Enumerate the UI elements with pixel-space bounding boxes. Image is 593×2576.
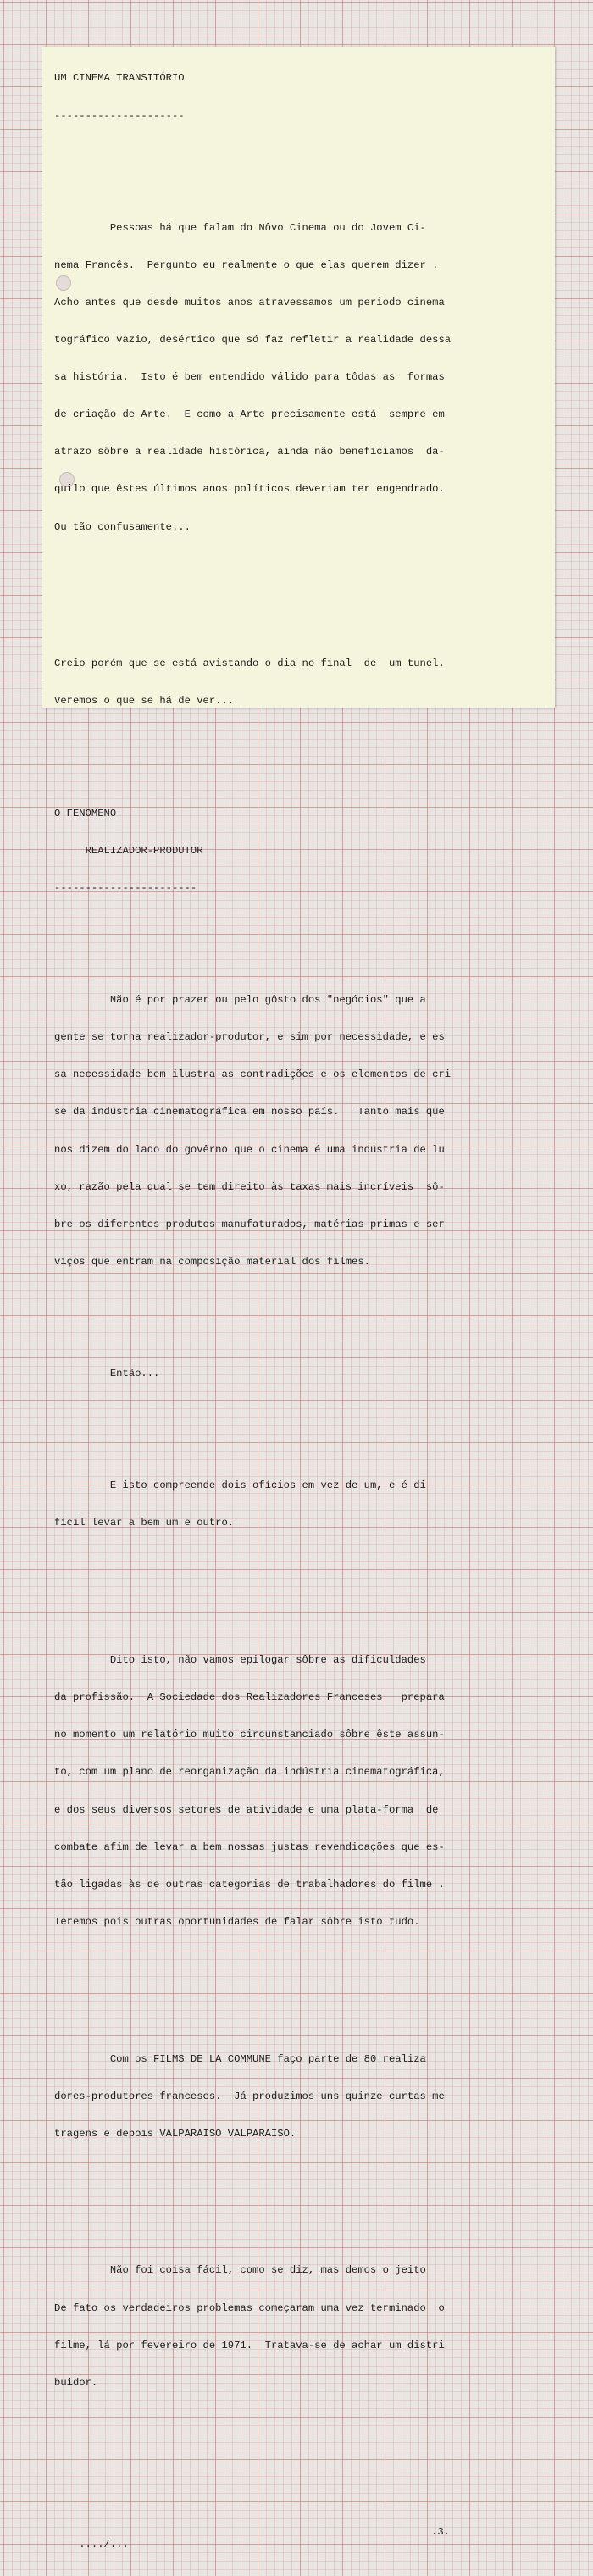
paragraph-8: Não foi coisa fácil, como se diz, mas demos o jeito De fato os verdadeiros problemas começaram uma vez terminado o filme, lá por fevereiro de 1971. Tratava-se de achar um distri buidor.: [54, 2264, 445, 2389]
title-underline: ---------------------: [54, 109, 185, 122]
paragraph-5: E isto compreende dois ofícios em vez de um, e é di fícil levar a bem um e outro.: [54, 1480, 426, 1530]
page-text: [54, 47, 507, 2551]
section-heading: O FENÔMENO: [54, 807, 117, 819]
paragraph-1: Pessoas há que falam do Nôvo Cinema ou do Jovem Ci- nema Francês. Pergunto eu realmente o que elas querem dizer . Acho antes que desde muitos anos atravessamos um periodo cinema tográfico vazio, desértico que só faz refletir a realidade dessa sa história. Isto é bem entendido válido para tôdas as formas de criação de Arte. E como a Arte precisamente está sempre em atrazo sôbre a realidade histórica, ainda não beneficiamos da- quilo que êstes últimos anos políticos deveriam ter engendrado. Ou tão confusamente...: [54, 221, 452, 533]
paragraph-7: Com os FILMS DE LA COMMUNE faço parte de 80 realiza dores-produtores franceses. Já produzimos uns quinze curtas me tragens e depois VALPARAISO VALPARAISO.: [54, 2052, 445, 2140]
page-footer: [54, 2526, 507, 2551]
paragraph-4: Então...: [54, 1368, 160, 1380]
document-title: UM CINEMA TRANSITÓRIO: [54, 72, 185, 85]
paragraph-2: Creio porém que se está avistando o dia no final de um tunel. Veremos o que se há de ver...: [54, 658, 445, 708]
paragraph-6: Dito isto, não vamos epilogar sôbre as dificuldades da profissão. A Sociedade dos Realizadores Franceses prepara no momento um relatório muito circunstanciado sôbre êste assun- to, com um plano de reorganização da indústria cinematográfica, e dos seus diversos setores de atividade e uma plata-forma de combate afim de levar a bem nossas justas revendicações que es- tão ligadas às de outras categorias de trabalhadores do filme . Teremos pois outras oportunidades de falar sôbre isto tudo.: [54, 1654, 445, 1928]
page-number: .3.: [431, 2526, 450, 2539]
section-underline: -----------------------: [54, 881, 197, 894]
section-subheading: REALIZADOR-PRODUTOR: [54, 844, 203, 857]
paragraph-3: Não é por prazer ou pelo gôsto dos "negócios" que a gente se torna realizador-produtor, e sim por necessidade, e es sa necessidade bem ilustra as contradições e os elementos de cri se da indústria cinematográfica em nosso país. Tanto mais que nos dizem do lado do govêrno que o cinema é uma indústria de lu xo, razão pela qual se tem direito às taxas mais incríveis sô- bre os diferentes produtos manufaturados, matérias primas e ser viços que entram na composição material dos filmes.: [54, 994, 452, 1268]
continuation-mark: ..../...: [79, 2538, 129, 2551]
